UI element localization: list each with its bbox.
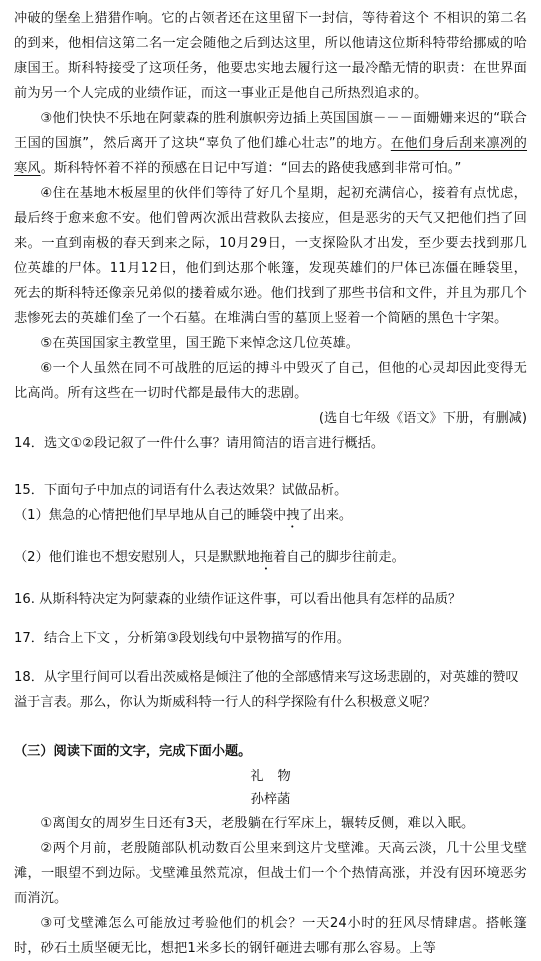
story-title: 礼物 — [250, 769, 305, 784]
passage-paragraph-4: ④住在基地木板屋里的伙伴们等待了好几个星期，起初充满信心，接着有点忧虑，最后终于愈来愈不安。他们曾两次派出营救队去接应，但是恶劣的天气又把他们挡了回来。一直到南极的春天到来之际，10月29日，一支探险队才出发，至少要去找到那几位英雄的尸体。11月12日，他们到达那个帐篷，发现英雄们的尸体已冻僵在睡袋里，死去的斯科特还像亲兄弟似的搂着威尔逊。他们找到了那些书信和文件，并且为那几个悲惨死去的英雄们垒了一个石墓。在堆满白雪的墓顶上竖着一个简陋的黑色十字架。 — [14, 186, 527, 326]
dotted-word-2: 拖 — [259, 550, 273, 565]
question-18: 18．从字里行间可以看出茨威格是倾注了他的全部感情来写这场悲剧的，对英雄的赞叹溢于言表。那么，你认为斯威科特一行人的科学探险有什么积极意义呢？ — [14, 670, 519, 710]
question-16: 16. 从斯科特决定为阿蒙森的业绩作证这件事，可以看出他具有怎样的品质？ — [14, 592, 462, 607]
passage-paragraph-5: ⑤在英国国家主教堂里，国王跪下来悼念这几位英雄。 — [40, 336, 360, 351]
story-author: 孙梓菡 — [250, 792, 291, 807]
q15-1-text-end: 了出来。 — [299, 508, 353, 523]
section-3-heading: （三）阅读下面的文字，完成下面小题。 — [14, 744, 252, 759]
passage-paragraph-6: ⑥一个人虽然在同不可战胜的厄运的搏斗中毁灭了自己，但他的心灵却因此变得无比高尚。所有这些在一切时代都是最伟大的悲剧。 — [14, 361, 527, 401]
q15-1-text-start: （1）焦急的心情把他们早早地从自己的睡袋中 — [14, 508, 287, 523]
story-paragraph-1: ①离闺女的周岁生日还有3天，老殷躺在行军床上，辗转反侧，难以入眠。 — [40, 816, 475, 831]
passage-paragraph-3 — [14, 106, 527, 181]
underlined-sentence: 在他们身后刮来凛冽的寒风 — [14, 136, 528, 176]
source-citation: (选自七年级《语文》下册，有删减) — [318, 411, 527, 426]
document-page — [14, 6, 527, 961]
q15-2-text-end: 着自己的脚步往前走。 — [272, 550, 405, 565]
question-17: 17．结合上下文 ，分析第③段划线句中景物描写的作用。 — [14, 631, 351, 646]
story-paragraph-2: ②两个月前，老殷随部队机动数百公里来到这片戈壁滩。天高云淡，几十公里戈壁滩，一眼望不到边际。戈壁滩虽然荒凉，但战士们一个个热情高涨，并没有因环境恶劣而消沉。 — [14, 841, 527, 906]
dotted-word-1: 拽 — [286, 508, 300, 523]
story-paragraph-3: ③可戈壁滩怎么可能放过考验他们的机会？一天24小时的狂风尽情肆虐。搭帐篷时，砂石土质坚硬无比，想把1米多长的钢钎砸进去哪有那么容易。上等 — [14, 916, 527, 956]
question-14: 14．选文①②段记叙了一件什么事？请用简洁的语言进行概括。 — [14, 436, 385, 451]
question-15: 15．下面句子中加点的词语有什么表达效果？试做品析。 — [14, 483, 348, 498]
question-15-item-2 — [14, 545, 527, 573]
passage-paragraph-intro: 冲破的堡垒上猎猎作响。它的占领者还在这里留下一封信，等待着这个 不相识的第二名的到来，他相信这第二名一定会随他之后到达这里，所以他请这位斯科特带给挪威的哈康国王。斯科特接受了这项任务，他要忠实地去履行这一最冷酷无情的职责：在世界面前为另一个人完成的业绩作证，而这一事业正是他自己所热烈追求的。 — [14, 11, 527, 101]
paragraph-3-text-start: ③他们快快不乐地在阿蒙森的胜利旗帜旁边插上英国国旗－－－面姗姗来迟的“联合王国的国旗”，然后离开了这块“辜负了他们雄心壮志”的地方。 — [14, 111, 527, 151]
q15-2-text-start: （2）他们谁也不想安慰别人，只是默默地 — [14, 550, 260, 565]
paragraph-3-text-end: 。斯科特怀着不祥的预感在日记中写道：“回去的路使我感到非常可怕。” — [40, 161, 462, 176]
question-15-item-1 — [14, 503, 527, 531]
